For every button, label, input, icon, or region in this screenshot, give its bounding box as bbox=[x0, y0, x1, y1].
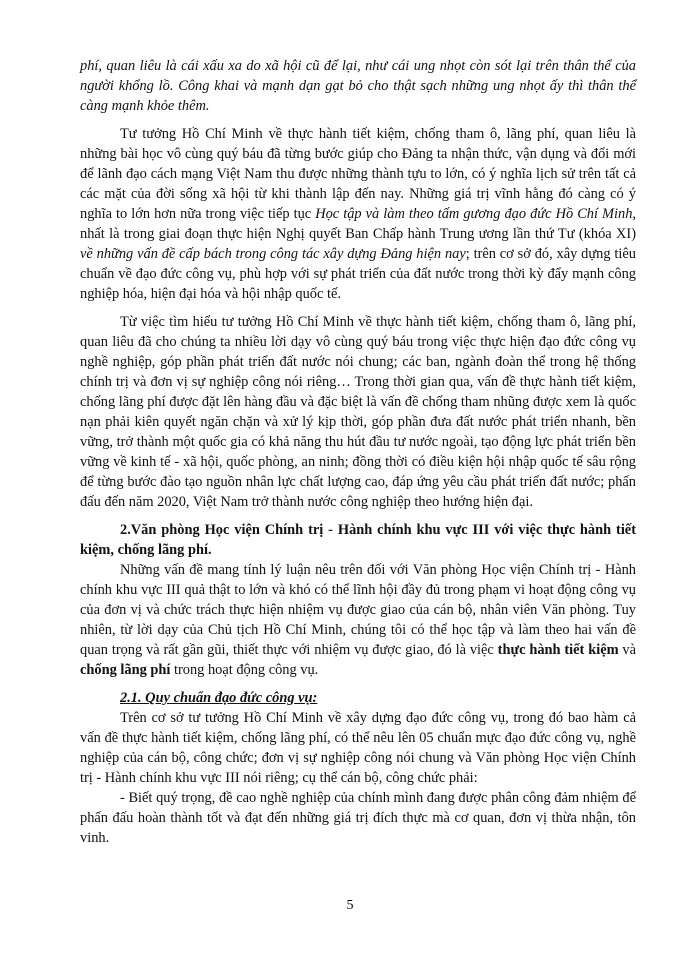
paragraph-office-role bbox=[80, 560, 636, 680]
paragraph-ethics-standards: Trên cơ sở tư tưởng Hồ Chí Minh về xây dựng đạo đức công vụ, trong đó bao hàm cả vấn đề thực hành tiết kiệm, chống lãng phí, có thể nêu lên 05 chuẩn mực đạo đức công vụ, nghề nghiệp của cán bộ, công chức; đơn vị sự nghiệp công nói chung và Văn phòng Học viện Chính trị - Hành chính khu vực III nói riêng; cụ thể cán bộ, công chức phải: bbox=[80, 710, 636, 786]
bold-phrase-thrift: thực hành tiết kiệm bbox=[497, 642, 619, 658]
paragraph-text: Tư tưởng Hồ Chí Minh về thực hành tiết kiệm, chống tham ô, lãng phí, quan liêu là những bài học vô cùng quý báu đã từng bước giúp cho Đảng ta nhận thức, vận dụng và đổi mới để lãnh đạo cách mạng Việt Nam thu được những thành tựu to lớn, có ý nghĩa lịch sử trên tất cả các mặt của đời sống xã hội từ khi thành lập đến nay. Những giá trị vĩnh hằng đó càng có ý nghĩa to lớn hơn nữa trong việc tiếp tục bbox=[80, 126, 636, 222]
paragraph-text: ; trên cơ sở đó, xây dựng tiêu chuẩn về đạo đức công vụ, phù hợp với sự phát triển của đất nước trong thời kỳ đẩy mạnh công nghiệp hóa, hiện đại hóa và hội nhập quốc tế. bbox=[80, 246, 636, 302]
paragraph-text: Những vấn đề mang tính lý luận nêu trên đối với Văn phòng Học viện Chính trị - Hành chính khu vực III quả thật to lớn và khó có thể lĩnh hội đầy đủ trong phạm vi hoạt động công vụ của đơn vị và chức trách thực hiện nhiệm vụ được giao của cán bộ, nhân viên Văn phòng. Tuy nhiên, từ lời dạy của Chủ tịch Hồ Chí Minh, chúng tôi có thể học tập và làm theo hai vấn đề quan trọng và rất gần gũi, thiết thực với nhiệm vụ được giao, đó là việc bbox=[80, 562, 636, 658]
paragraph-text: , nhất là trong giai đoạn thực hiện Nghị quyết Ban Chấp hành Trung ương lần thứ Tư (khóa XI) bbox=[80, 206, 637, 242]
section-heading-2: 2.Văn phòng Học viện Chính trị - Hành chính khu vực III với việc thực hành tiết kiệm, chống lãng phí. bbox=[80, 522, 636, 558]
bold-phrase-anti-waste: chống lãng phí bbox=[80, 662, 171, 678]
paragraph-text: và bbox=[618, 642, 637, 658]
italic-phrase-urgent-issues: về những vấn đề cấp bách trong công tác xây dựng Đảng hiện nay bbox=[80, 246, 466, 262]
paragraph-quote-continuation: phí, quan liêu là cái xấu xa do xã hội cũ để lại, như cái ung nhọt còn sót lại trên thân thể của người khổng lồ. Công khai và mạnh dạn gạt bỏ cho thật sạch những ung nhọt ấy thì thân thể càng mạnh khỏe thêm. bbox=[80, 58, 636, 114]
subsection-heading-2-1 bbox=[80, 688, 636, 708]
paragraph-bullet-respect-profession: - Biết quý trọng, đề cao nghề nghiệp của chính mình đang được phân công đảm nhiệm để phấn đấu hoàn thành tốt và đạt đến những giá trị đích thực mà cơ quan, đơn vị thừa nhận, tôn vinh. bbox=[80, 790, 636, 846]
page-number: 5 bbox=[346, 898, 354, 913]
paragraph-text: trong hoạt động công vụ. bbox=[170, 662, 319, 678]
paragraph-lessons: Từ việc tìm hiểu tư tưởng Hồ Chí Minh về thực hành tiết kiệm, chống tham ô, lãng phí, quan liêu đã cho chúng ta nhiều lời dạy vô cùng quý báu trong việc thực hiện đạo đức công vụ nghề nghiệp, góp phần phát triển đất nước nói chung; các ban, ngành đoàn thể trong hệ thống chính trị và đơn vị sự nghiệp công nói riêng… Trong thời gian qua, vấn đề thực hành tiết kiệm, chống lãng phí được đặt lên hàng đầu và đặc biệt là vấn đề chống tham nhũng được xem là quốc nạn phải kiên quyết ngăn chặn và xử lý kịp thời, góp phần đưa đất nước phát triển nhanh, bền vững, trở thành một quốc gia có khả năng thu hút đầu tư nước ngoài, tạo động lực phát triển bền vững về kinh tế - xã hội, quốc phòng, an ninh; đồng thời có điều kiện hội nhập quốc tế sâu rộng để từng bước đào tạo nguồn nhân lực chất lượng cao, đáp ứng yêu cầu phát triển đất nước; phấn đấu đến năm 2020, Việt Nam trở thành nước công nghiệp theo hướng hiện đại. bbox=[80, 314, 636, 510]
paragraph-ho-chi-minh-thought bbox=[80, 124, 636, 304]
subsection-heading-text: 2.1. Quy chuẩn đạo đức công vụ: bbox=[120, 690, 318, 706]
italic-phrase-study: Học tập và làm theo tấm gương đạo đức Hồ Chí Minh bbox=[315, 206, 633, 222]
